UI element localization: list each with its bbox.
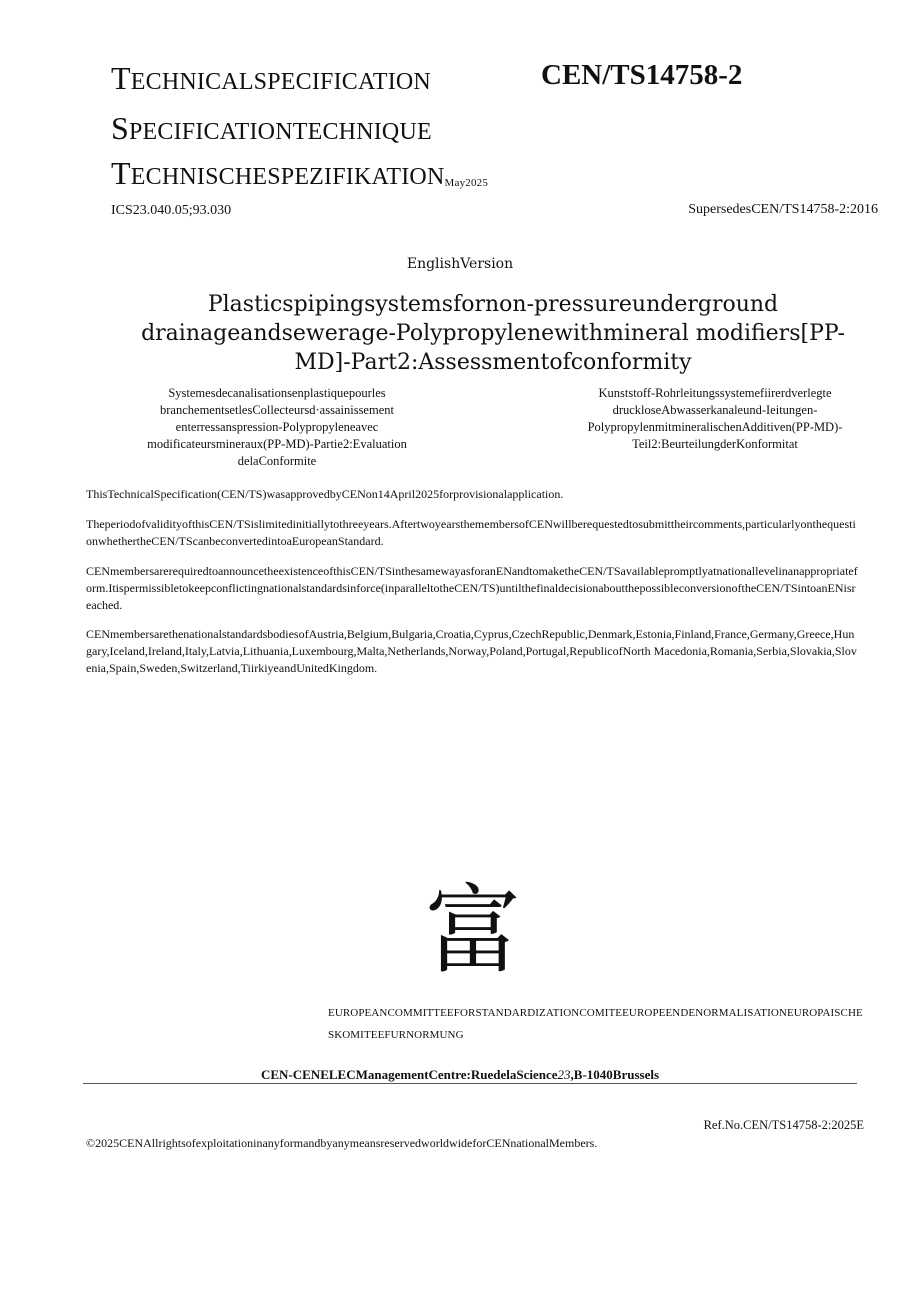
divider	[83, 1083, 857, 1084]
paragraph-members: CENmembersarethenationalstandardsbodiesofAustria,Belgium,Bulgaria,Croatia,Cyprus,CzechRepublic,Denmark,Estonia,Finland,France,Germany,Greece,Hungary,Iceland,Ireland,Italy,Latvia,Lithuania,Luxembourg,Malta,Netherlands,Norway,Poland,Portugal,RepublicofNorth Macedonia,Romania,Serbia,Slovakia,Slovenia,Spain,Sweden,Switzerland,TiirkiyeandUnitedKingdom.	[86, 627, 857, 675]
address-suffix: ,B-1040Brussels	[570, 1067, 660, 1082]
document-number: CEN/TS14758-2	[541, 59, 743, 91]
reference-number: Ref.No.CEN/TS14758-2:2025E	[703, 1118, 864, 1132]
address-prefix: CEN-CENELECManagementCentre:RuedelaScience	[260, 1067, 558, 1082]
paragraph-approval: ThisTechnicalSpecification(CEN/TS)wasapprovedbyCENon14April2025forprovisionalapplication.	[86, 487, 564, 501]
cen-logo-icon: 富	[425, 875, 521, 987]
supersedes: SupersedesCEN/TS14758-2:2016	[688, 202, 878, 217]
title-english: TECHNICALSPECIFICATION	[111, 60, 431, 96]
title-german: TECHNISCHESPEZIFIKATION	[111, 155, 445, 191]
french-title: Systemesdecanalisationsenplastiquepourles branchementsetlesCollecteursd·assainissement enterressanspression-Polypropyleneavec modificateursmineraux(PP-MD)-Partie2:Evaluation delaConformite	[147, 386, 407, 468]
language-version: EnglishVersion	[406, 256, 514, 272]
paragraph-announcement: CENmembersarerequiredtoannouncetheexistenceofthisCEN/TSinthesamewayasforanENandtomaketheCEN/TSavailablepromptlyatnationallevelinanappropriateform.Itispermissibletokeepconflictingnationalstandardsinforce(inparalleltotheCEN/TS)untilthefinaldecisionaboutthepossibleconversionoftheCEN/TSintoanENisreached.	[86, 564, 858, 612]
title-german-row	[111, 155, 488, 192]
copyright-notice: ©2025CENAllrightsofexploitationinanyformandbyanymeansreservedworldwideforCENnationalMembers.	[86, 1136, 598, 1150]
publication-date: May2025	[444, 177, 489, 189]
address-number: 23	[557, 1067, 571, 1082]
main-title: Plasticspipingsystemsfornon-pressureunderground drainageandsewerage-Polypropylenewithmineral modifiers[PP-MD]-Part2:Assessmentofconformity	[141, 292, 845, 375]
title-french: SPECIFICATIONTECHNIQUE	[111, 110, 432, 146]
ics-code: ICS23.040.05;93.030	[111, 203, 232, 218]
paragraph-validity: TheperiodofvalidityofthisCEN/TSislimitedinitiallytothreeyears.AftertwoyearsthemembersofCENwillberequestedtosubmittheircomments,particularlyonthequestionwhethertheCEN/TScanbeconvertedintoaEuropeanStandard.	[86, 517, 856, 548]
address	[0, 1067, 920, 1083]
german-title: Kunststoff-Rohrleitungssystemefiirerdverlegte druckloseAbwasserkanaleund-Ieitungen-PolypropylenmitmineralischenAdditiven(PP-MD)-Teil2:BeurteilungderKonformitat	[587, 386, 843, 451]
organization-names: EUROPEANCOMMITTEEFORSTANDARDIZATIONCOMITEEUROPEENDENORMALISATIONEUROPAISCHESKOMITEEFURNORMUNG	[328, 1007, 863, 1041]
